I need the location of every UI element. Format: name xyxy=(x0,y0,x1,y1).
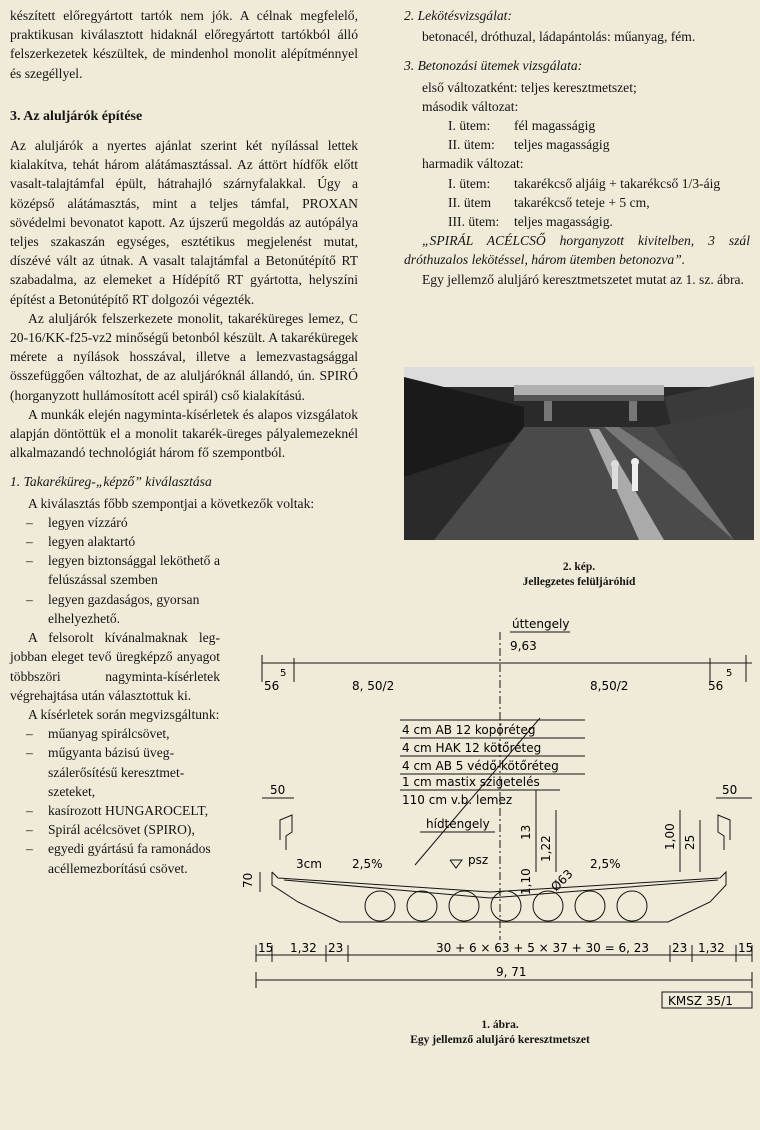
right-column xyxy=(404,6,750,289)
step-label: II. ütem xyxy=(448,194,492,210)
paragraph-2: Az aluljárók felszerkezete monolit, takaréküreges lemez, C 20-16/KK-f25-vz2 minőségű betonból készült. A takaréküregek mérete a nyílások hosszával, illetve a lemezvastagsággal összefüggően változhat, de az aluljáróknál állandó, ún. SPIRÓ (horganyzott hullámosított acél spirál) cső kialakítású. xyxy=(10,310,358,403)
cross-section-svg xyxy=(240,610,758,1020)
layer-3: 4 cm AB 5 védő-kötőréteg xyxy=(402,759,559,773)
paragraph-4: A kiválasztás főbb szempontjai a következők voltak: xyxy=(28,495,315,511)
axis-label: úttengely xyxy=(512,617,570,631)
list-item: – legyen biztonsággal leköthető a felúszással szemben xyxy=(10,551,220,589)
photo-caption-title: Jellegzetes felüljáróhíd xyxy=(522,576,636,588)
step-text: teljes magasságig xyxy=(514,137,610,153)
drawing-code: KMSZ 35/1 xyxy=(668,994,733,1008)
list-item: – kasírozott HUNGAROCELT, xyxy=(10,801,220,820)
step-label: III. ütem: xyxy=(448,214,500,230)
layer-5: 110 cm v.b. lemez xyxy=(402,793,513,807)
criteria-list xyxy=(10,513,220,628)
dim-122: 1,22 xyxy=(539,835,553,862)
step-text: takarékcső aljáig + takarékcső 1/3-áig xyxy=(514,175,721,191)
cap-left-dim: 50 xyxy=(270,783,286,797)
edge-left-sup: 5 xyxy=(280,668,287,679)
bridge-axis-label: hídtengely xyxy=(426,817,490,831)
figure-caption-number: 1. ábra. xyxy=(481,1019,519,1031)
bottom-dim: 23 xyxy=(328,941,344,955)
figure-caption xyxy=(300,1018,700,1048)
overpass-photo-image xyxy=(404,367,754,540)
list-item: – legyen alaktartó xyxy=(10,532,220,551)
variant-2-step xyxy=(404,135,750,154)
variant-2-label: második változat: xyxy=(422,98,519,114)
paragraph-1: Az aluljárók a nyertes ajánlat szerint két nyílással lettek kialakítva, tehát három alátámasztással. Az áttört hídfők előtt vasalt-talajtámfal épült, hátrahajló szárnyfalakkal. Úgy a középső alátámasztás, mint a teljes támfal, PROXAN sövédelmi bevonatot kapott. Az újszerű megoldás az autópálya teljes szakaszán egységes, esztétikus megjelenést mutat, díszévé vált az útnak. A vasalt talajtámfal a Betonútépítő RT szabadalma, az elemeket a Hídépítő RT gyártotta, helyszíni építést a Betonútépítő RT dolgozói végezték. xyxy=(10,138,358,307)
psz-label: psz xyxy=(468,853,489,867)
step-text: fél magasságig xyxy=(514,118,596,134)
dim-110: 1,10 xyxy=(519,868,533,895)
total-top-dim: 9,63 xyxy=(510,639,537,653)
layer-4: 1 cm mastix szigetelés xyxy=(402,775,540,789)
bottom-dim: 30 + 6 × 63 + 5 × 37 + 30 = 6, 23 xyxy=(436,941,649,955)
cap-right-dim: 50 xyxy=(722,783,738,797)
photo-caption-number: 2. kép. xyxy=(562,561,596,573)
half-left-dim: 8, 50/2 xyxy=(352,679,395,693)
dim-70: 70 xyxy=(241,872,255,888)
slope-right: 2,5% xyxy=(590,857,621,871)
bottom-dim: 15 xyxy=(258,941,274,955)
section-heading: 3. Az aluljárók építése xyxy=(10,108,143,124)
binding-materials: betonacél, dróthuzal, ládapántolás: műanyag, fém. xyxy=(422,29,696,45)
list-item: – egyedi gyártású fa ramonádos acéllemezborítású csövet. xyxy=(10,839,220,877)
variant-3-step xyxy=(404,193,750,212)
photo-caption xyxy=(404,560,754,590)
paragraph-intro: készített előregyártott tartók nem jók. A célnak megfelelő, praktikusan kiválasztott hidaknál előregyártott tartókból álló felszerkezetek készültek, de mindenhol monolit alépítménnyel és szegéllyel. xyxy=(10,8,358,81)
overpass-photo xyxy=(404,367,754,540)
bottom-dim: 1,32 xyxy=(290,941,317,955)
cross-section-drawing xyxy=(240,610,758,1025)
edge-left-dim: 56 xyxy=(264,679,280,693)
dim-13: 13 xyxy=(519,824,533,840)
bottom-dim: 1,32 xyxy=(698,941,725,955)
variant-3-label: harmadik változat: xyxy=(422,156,524,172)
variant-1: első változatként: teljes keresztmetszet; xyxy=(422,79,637,95)
list-item: – műgyanta bázisú üvegszálerősítésű keresztmetszeteket, xyxy=(10,743,220,801)
total-bottom-dim: 9, 71 xyxy=(496,965,527,979)
variant-2-step xyxy=(404,116,750,135)
step-text: teljes magasságig. xyxy=(514,214,613,230)
edge-right-sup: 5 xyxy=(726,668,733,679)
tested-list xyxy=(10,724,220,878)
figure-caption-title: Egy jellemző aluljáró keresztmetszet xyxy=(410,1034,590,1046)
step-text: takarékcső teteje + 5 cm, xyxy=(514,194,650,210)
list-item: – legyen vízzáró xyxy=(10,513,220,532)
variant-3-step xyxy=(404,174,750,193)
list-item: – Spirál acélcsövet (SPIRO), xyxy=(10,820,220,839)
step-label: II. ütem: xyxy=(448,137,495,153)
step-label: I. ütem: xyxy=(448,175,491,191)
subheading-1: 1. Takaréküreg-„képző” kiválasztása xyxy=(10,474,212,490)
bottom-dim: 23 xyxy=(672,941,688,955)
dim-25: 25 xyxy=(683,834,697,850)
half-right-dim: 8,50/2 xyxy=(590,679,629,693)
slope-left: 2,5% xyxy=(352,857,383,871)
list-item: – műanyag spirálcsövet, xyxy=(10,724,220,743)
edge-right-dim: 56 xyxy=(708,679,724,693)
paragraph-6: A kísérletek során megvizsgáltunk: xyxy=(28,706,220,722)
step-label: I. ütem: xyxy=(448,118,491,134)
paragraph-3: A munkák elején nagyminta-kísérletek és alapos vizsgálatok alapján döntöttük el a monolit takarék-üreges pályalemezeknél alkalmazandó technológiát három fő szempontból. xyxy=(10,406,358,461)
subheading-2: 2. Lekötésvizsgálat: xyxy=(404,8,512,23)
conclusion-quote: „SPIRÁL ACÉLCSŐ horganyzott kivitelben, 3 szál dróthuzalos lekötéssel, három ütemben betonozva”. xyxy=(404,233,750,268)
layer-2: 4 cm HAK 12 kötőréteg xyxy=(402,741,542,755)
pipe-label: Ø63 xyxy=(548,866,576,895)
variant-3-step xyxy=(404,212,750,231)
figure-reference: Egy jellemző aluljáró keresztmetszetet mutat az 1. sz. ábra. xyxy=(422,271,744,287)
bottom-dim: 15 xyxy=(738,941,754,955)
dim-3cm: 3cm xyxy=(296,857,322,871)
list-item: – legyen gazdaságos, gyorsan elhelyezhető. xyxy=(10,590,220,628)
dim-100: 1,00 xyxy=(663,823,677,850)
layer-1: 4 cm AB 12 kopóréteg xyxy=(402,723,536,737)
paragraph-5: A felsorolt kívánalmaknak legjobban eleget tevő üregképző anyagot többszöri nagyminta-kísérletek végrehajtása után választottuk ki. xyxy=(10,630,220,703)
subheading-3: 3. Betonozási ütemek vizsgálata: xyxy=(404,58,583,74)
